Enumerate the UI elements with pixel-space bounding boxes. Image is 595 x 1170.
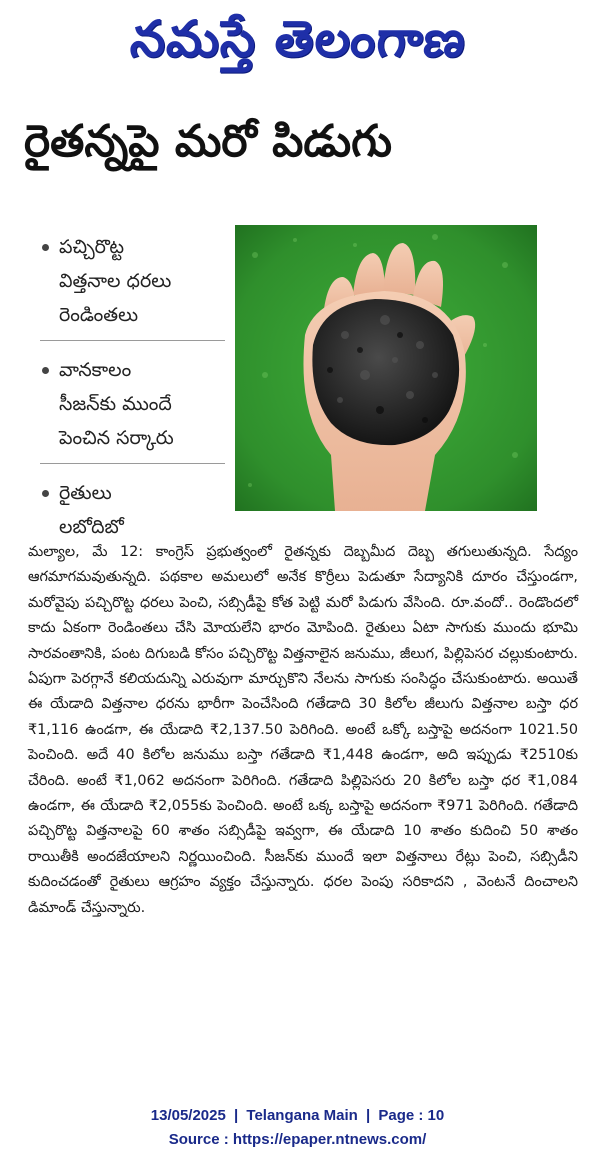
highlight-line: విత్తనాల ధరలు <box>59 270 172 292</box>
highlights-list <box>40 228 225 562</box>
bullet-dot-icon <box>42 367 49 374</box>
highlight-line: పచ్చిరొట్ట <box>59 236 125 258</box>
highlight-line: పెంచిన సర్కారు <box>59 427 174 449</box>
bullet-dot-icon <box>42 490 49 497</box>
footer-source: Source : https://epaper.ntnews.com/ <box>168 1131 427 1148</box>
footer-meta <box>0 1104 595 1128</box>
footer-page: Page : 10 <box>378 1107 445 1124</box>
article-body: మల్యాల, మే 12: కాంగ్రెస్‌ ప్రభుత్వంలో రైతన్నకు దెబ్బమీద దెబ్బ తగులుతున్నది. సేద్యం ఆగమాగమవుతున్నది. పథకాల అమలులో అనేక కొర్రీలు పెడుతూ సేద్యానికి దూరం చేస్తుండగా, మరోవైపు పచ్చిరొట్ట ధరలు పెంచి, సబ్సిడీపై కోత పెట్టి మరో పిడుగు వేసింది. రూ.వందో.. రెండొందలో కాదు ఏకంగా రెండింతలు చేసి మోయలేని భారం మోపింది. రైతులు ఏటా సాగుకు ముందు భూమి సారవంతానికి, పంట దిగుబడి కోసం పచ్చిరొట్ట విత్తనాలైన జనుము, జీలుగ, పిల్లిపెసర చల్లుకుంటారు. ఏపుగా పెరగ్గానే కలియదున్ని ఎరువుగా మార్చుకొని నేలను సాగుకు సంసిద్ధం చేసుకుంటారు. అయితే ఈ యేడాది విత్తనాల ధరను భారీగా పెంచేసింది గతేడాది 30 కిలోల జీలుగు విత్తనాల బస్తా ధర ₹1,116 ఉండగా, ఈ యేడాది ₹2,137.50 పెరిగింది. అంటే ఒక్కో బస్తాపై అదనంగా 1021.50 పెంచింది. అదే 40 కిలోల జనుము బస్తా గతేడాది ₹1,448 ఉండగా, అది ఇప్పుడు ₹2510కు చేరింది. అంటే ₹1,062 అదనంగా పెరిగింది. గతేడాది పిల్లిపెసరు 20 కిలోల బస్తా ధర ₹1,084 ఉండగా, ఈ యేడాది ₹2,055కు పెంచింది. అంటే ఒక్క బస్తాపై అదనంగా ₹971 పెరిగింది. గతేడాది పచ్చిరొట్ట విత్తనాలపై 60 శాతం సబ్సిడీపై ఇవ్వగా, ఈ యేడాది 10 శాతం కుదించి 50 శాతం రాయితీకి అందజేయాలని నిర్ణయించింది. సీజన్‌కు ముందే ఇలా విత్తనాలు రేట్లు పెంచి, సబ్సిడీని కుదించడంతో రైతులు ఆగ్రహం వ్యక్తం చేస్తున్నారు. ధరల పెంపు సరికాదని , వెంటనే దించాలని డిమాండ్‌ చేస్తున్నారు. <box>28 544 578 916</box>
highlight-line: లబోదిబో <box>59 516 124 538</box>
newspaper-title: నమస్తే తెలంగాణ <box>128 9 468 68</box>
highlight-line: రైతులు <box>59 482 112 504</box>
masthead <box>0 0 595 90</box>
footer-edition: Telangana Main <box>246 1107 358 1124</box>
highlight-line: సీజన్‌కు ముందే <box>59 393 172 415</box>
footer-separator: | <box>365 1107 371 1124</box>
article-headline: రైతన్నపై మరో పిడుగు <box>24 116 393 167</box>
highlight-line: రెండింతలు <box>59 304 139 326</box>
hand-holding-soil-photo <box>235 225 537 511</box>
page-footer <box>0 1104 595 1152</box>
highlight-item <box>40 351 225 464</box>
footer-separator: | <box>234 1107 239 1124</box>
highlight-line: వానకాలం <box>59 359 132 381</box>
footer-date: 13/05/2025 <box>150 1107 226 1124</box>
bullet-dot-icon <box>42 244 49 251</box>
highlight-item <box>40 228 225 341</box>
